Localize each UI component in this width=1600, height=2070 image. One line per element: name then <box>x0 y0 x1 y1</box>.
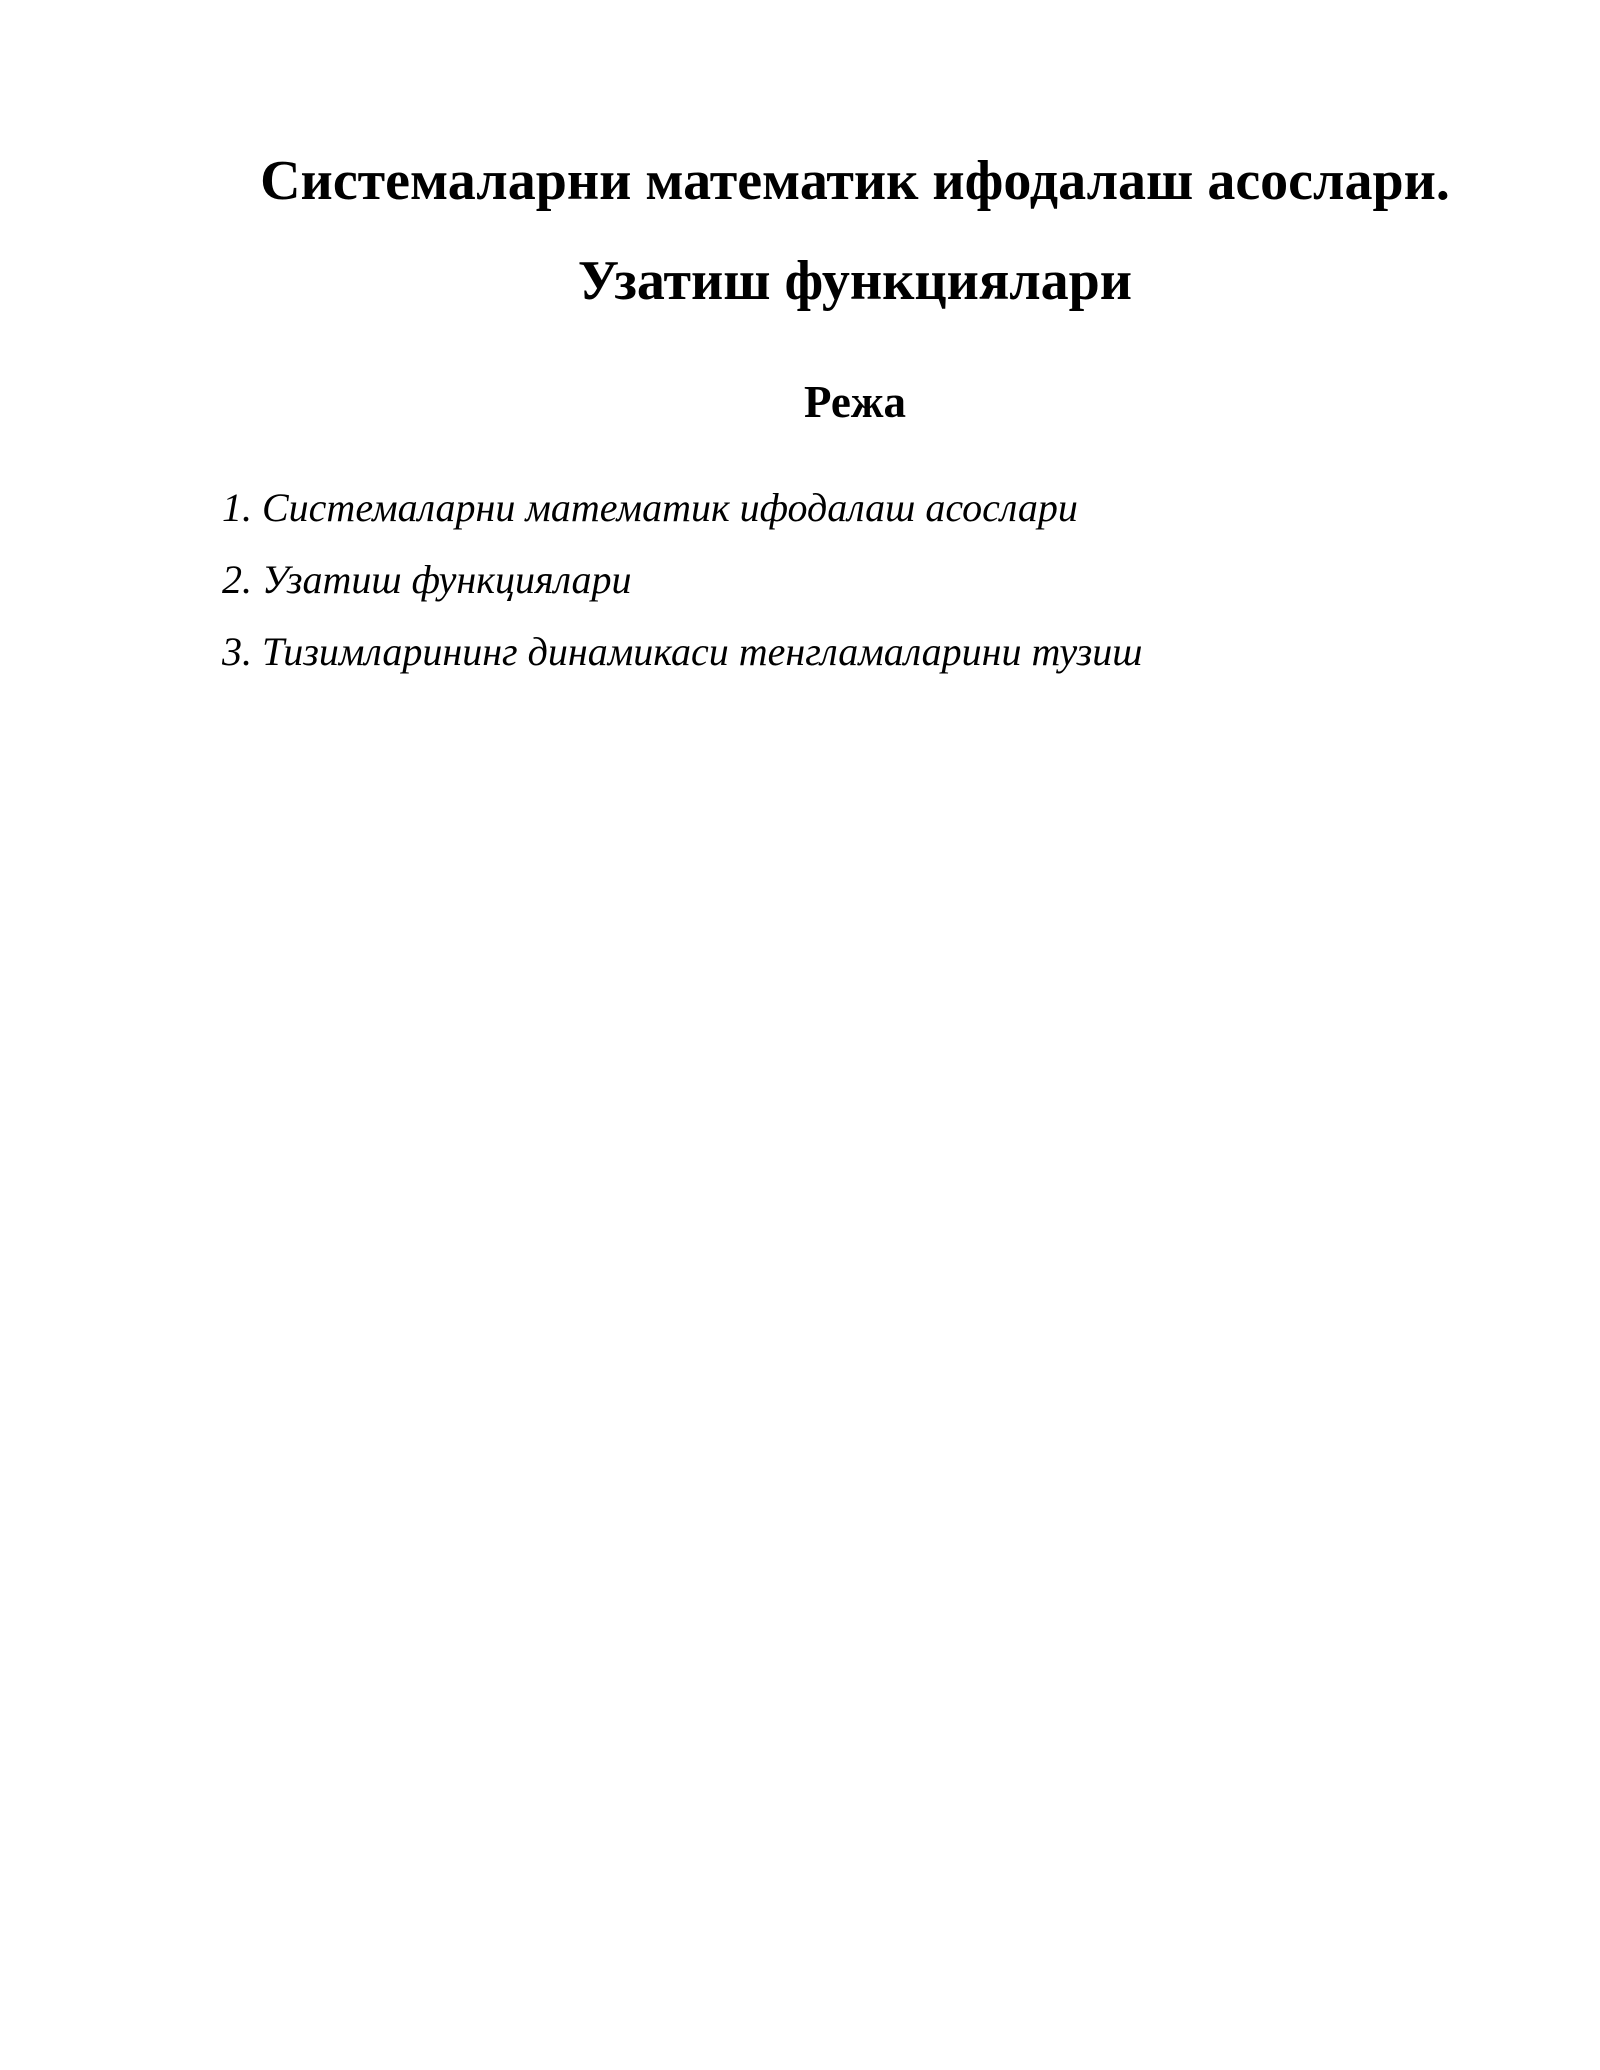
plan-heading: Режа <box>804 377 906 427</box>
plan-item-1: 1. Системаларни математик ифодалаш асослари <box>222 485 1078 530</box>
document-title-line-2: Узатиш функциялари <box>577 250 1133 312</box>
plan-item-2: 2. Узатиш функциялари <box>222 557 632 602</box>
document-title-line-1: Системаларни математик ифодалаш асослари. <box>260 150 1450 212</box>
plan-list <box>222 482 1422 698</box>
plan-item-3: 3. Тизимларининг динамикаси тенгламаларини тузиш <box>222 629 1143 674</box>
